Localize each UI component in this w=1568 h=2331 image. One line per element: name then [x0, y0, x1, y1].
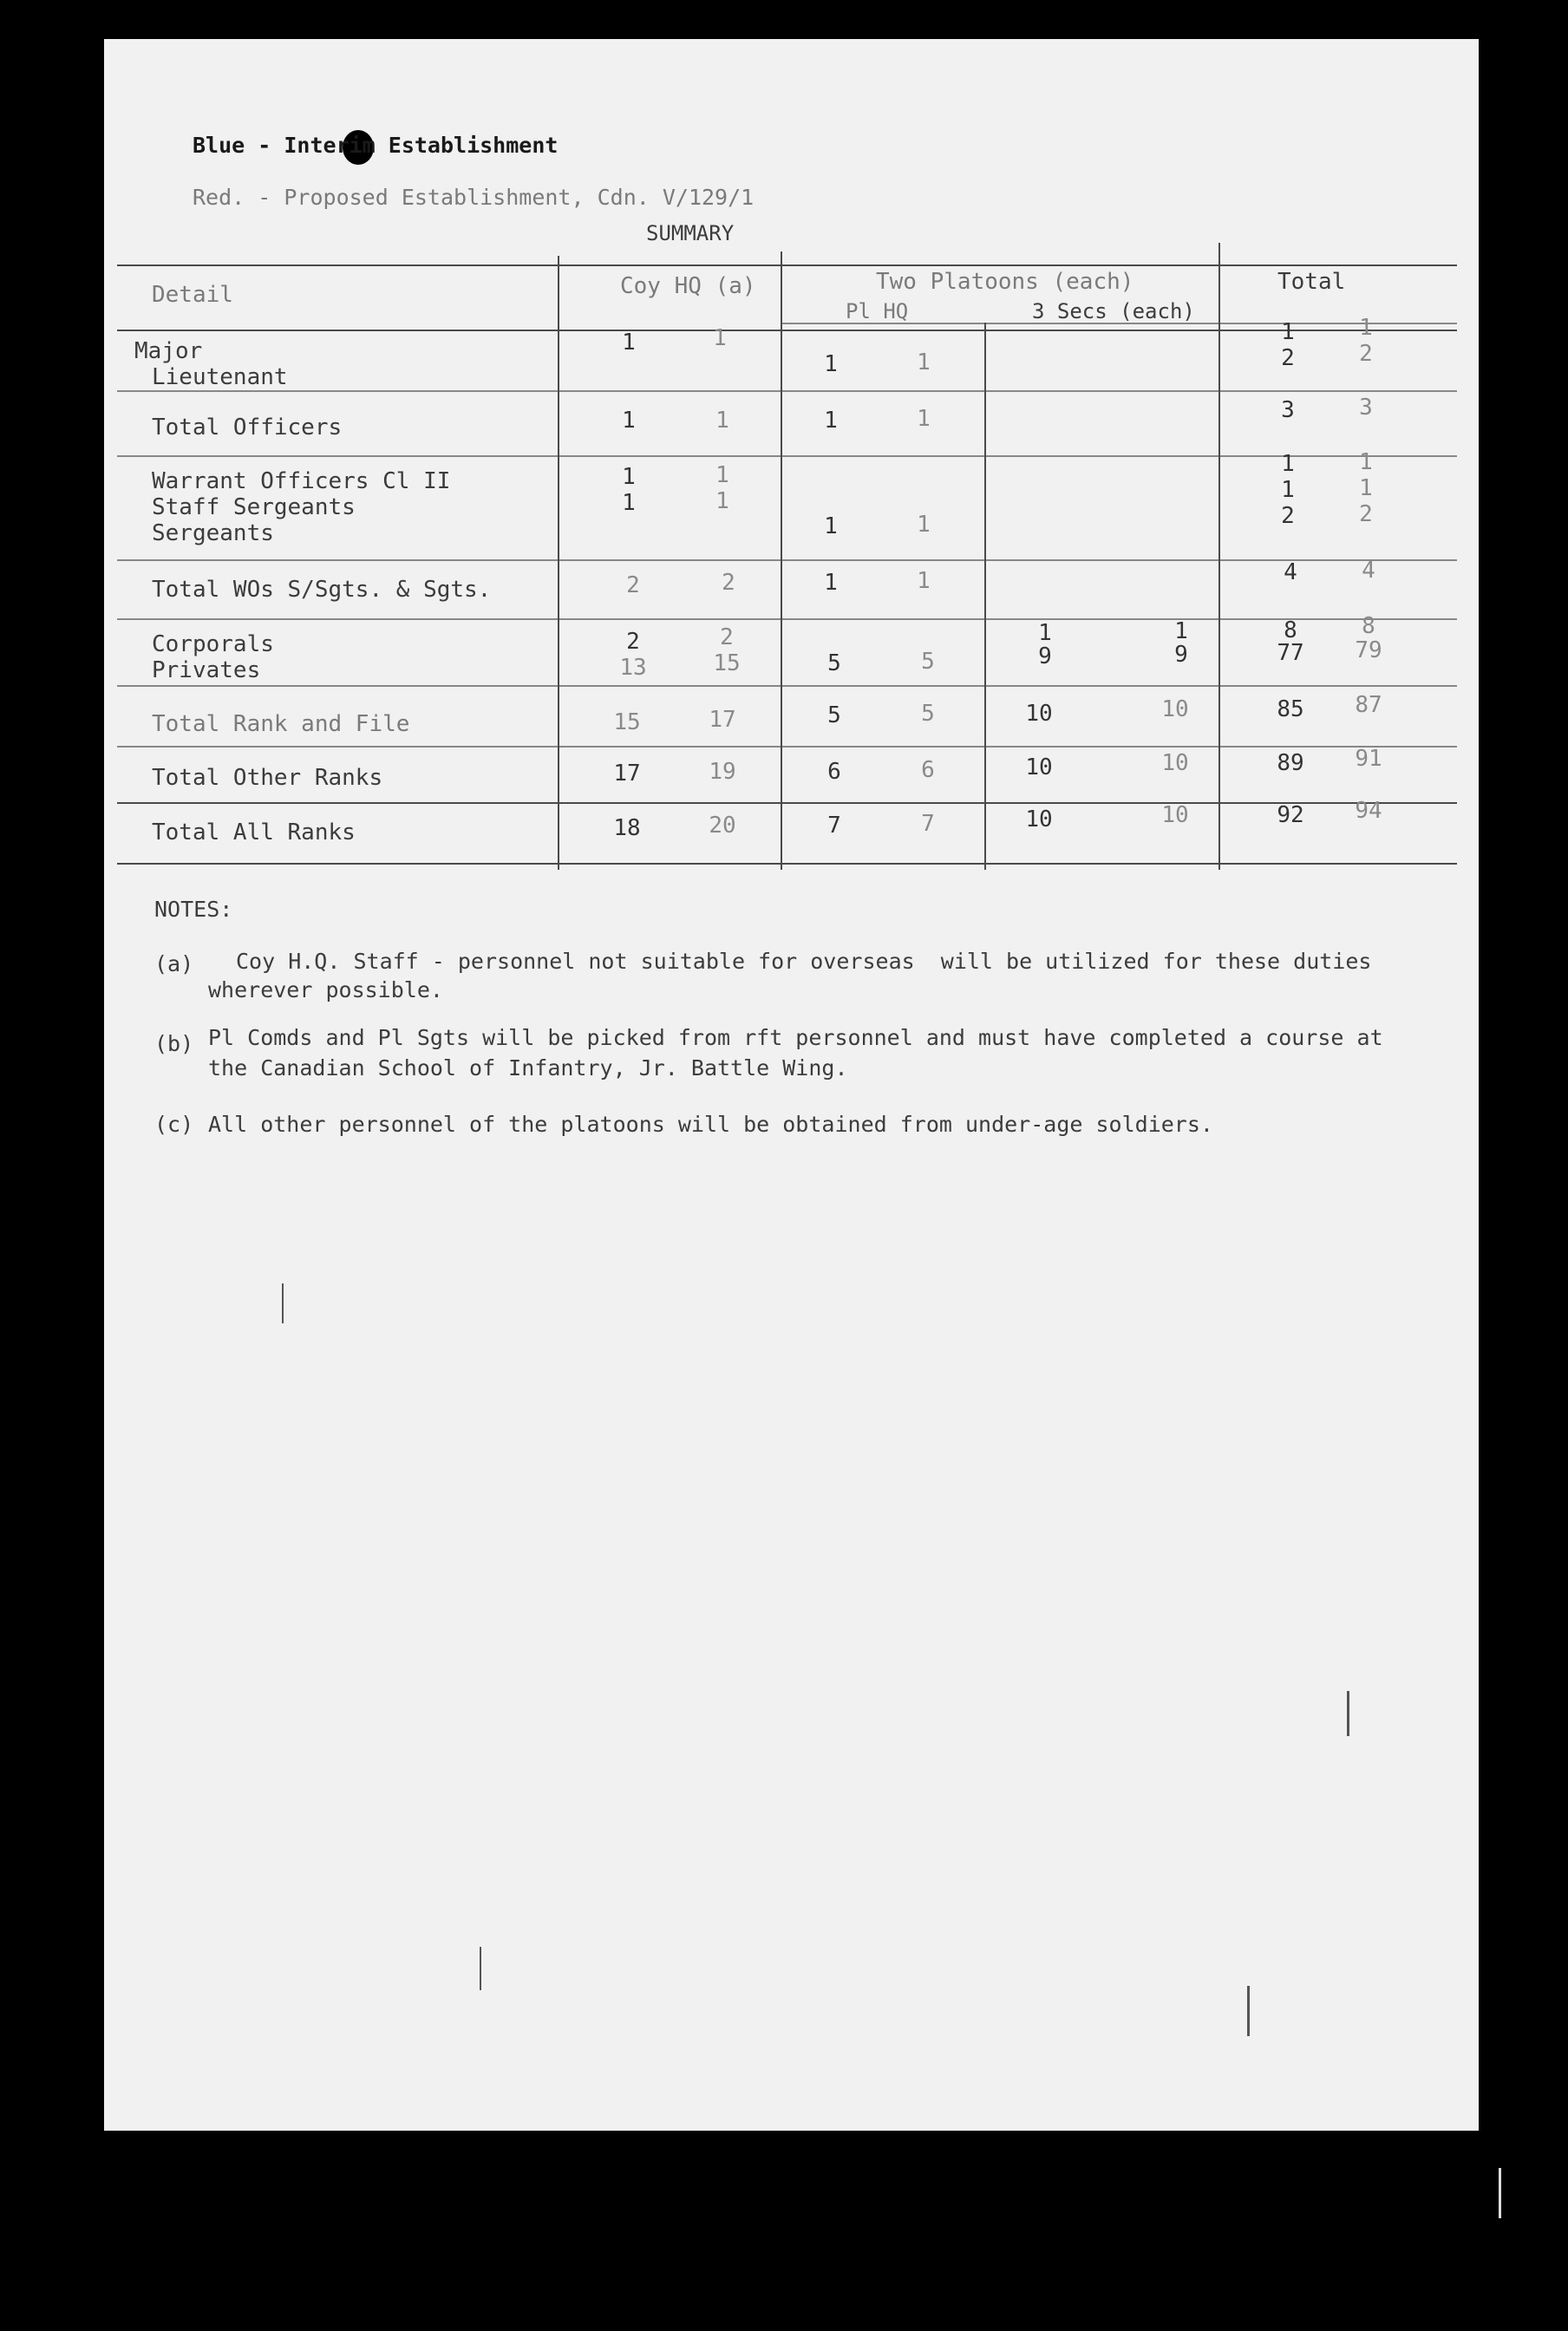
two-platoons-header: Two Platoons (each): [876, 269, 1134, 295]
note-c-marker: (c): [154, 1112, 194, 1137]
red-establishment-line: Red. - Proposed Establishment, Cdn. V/129/1: [193, 185, 755, 210]
cell-value: 10: [1025, 806, 1053, 832]
cell-value: 5: [827, 702, 841, 728]
row-label-total-other-ranks: Total Other Ranks: [152, 765, 383, 791]
cell-value: 8: [1362, 613, 1375, 639]
cell-value: 1: [1359, 449, 1373, 475]
cell-value: 87: [1355, 692, 1382, 718]
cell-value: 92: [1277, 802, 1304, 828]
row-label-corporals: Corporals: [152, 631, 274, 657]
col-divider: [1218, 243, 1220, 870]
detail-header: Detail: [152, 282, 233, 308]
scan-mark: [480, 1947, 481, 1990]
scan-mark: [1499, 2168, 1501, 2218]
cell-value: 1: [917, 512, 931, 538]
cell-value: 1: [1359, 475, 1373, 501]
cell-value: 4: [1362, 558, 1375, 584]
cell-value: 10: [1025, 754, 1053, 780]
row-rule: [117, 390, 1457, 392]
cell-value: 1: [622, 464, 636, 490]
col-divider: [781, 251, 782, 870]
cell-value: 1: [1359, 315, 1373, 341]
cell-value: 17: [613, 761, 641, 787]
cell-value: 15: [613, 709, 641, 735]
cell-value: 1: [715, 408, 729, 434]
cell-value: 1: [824, 513, 838, 539]
row-label-sergeants: Sergeants: [152, 520, 274, 546]
row-label-total-all-ranks: Total All Ranks: [152, 819, 356, 846]
cell-value: 2: [720, 624, 734, 650]
cell-value: 13: [619, 655, 647, 681]
row-label-total-officers: Total Officers: [152, 415, 343, 441]
row-rule: [117, 685, 1457, 687]
table-bottom-rule: [117, 863, 1457, 865]
cell-value: 1: [715, 462, 729, 488]
cell-value: 1: [917, 349, 931, 375]
cell-value: 1: [917, 568, 931, 594]
cell-value: 10: [1025, 701, 1053, 727]
cell-value: 1: [824, 408, 838, 434]
blue-establishment-line: Blue - Interim Establishment: [193, 133, 559, 158]
cell-value: 1: [1174, 618, 1188, 644]
cell-value: 6: [921, 757, 935, 783]
cell-value: 10: [1161, 750, 1189, 776]
notes-heading: NOTES:: [154, 897, 233, 922]
note-b-line-2: the Canadian School of Infantry, Jr. Battle Wing.: [208, 1055, 848, 1081]
row-label-major: Major: [134, 338, 203, 364]
cell-value: 2: [1359, 341, 1373, 367]
row-label-staff-sergeants: Staff Sergeants: [152, 494, 356, 520]
col-divider: [984, 323, 986, 870]
row-rule: [117, 559, 1457, 561]
cell-value: 2: [1281, 503, 1295, 529]
row-label-warrant-officers: Warrant Officers Cl II: [152, 468, 451, 494]
header-bottom-rule: [117, 330, 1457, 331]
cell-value: 7: [827, 813, 841, 839]
cell-value: 1: [622, 408, 636, 434]
cell-value: 2: [626, 629, 640, 655]
cell-value: 79: [1355, 637, 1382, 663]
row-label-privates: Privates: [152, 657, 261, 683]
cell-value: 18: [613, 815, 641, 841]
scan-mark: [282, 1283, 284, 1323]
cell-value: 2: [626, 572, 640, 598]
cell-value: 1: [824, 570, 838, 596]
table-top-rule: [117, 264, 1457, 266]
cell-value: 2: [1281, 345, 1295, 371]
note-a-marker: (a): [154, 951, 194, 976]
cell-value: 1: [917, 406, 931, 432]
cell-value: 85: [1277, 696, 1304, 722]
cell-value: 89: [1277, 750, 1304, 776]
total-header: Total: [1277, 269, 1346, 295]
cell-value: 5: [921, 649, 935, 675]
scan-mark: [1347, 1691, 1349, 1736]
cell-value: 1: [622, 330, 636, 356]
secs-header: 3 Secs (each): [1032, 299, 1195, 323]
row-label-lieutenant: Lieutenant: [152, 364, 288, 390]
cell-value: 10: [1161, 696, 1189, 722]
row-label-total-rank-and-file: Total Rank and File: [152, 711, 410, 737]
col-divider: [558, 256, 559, 870]
note-a-line-1: Coy H.Q. Staff - personnel not suitable for overseas will be utilized for these duties: [236, 949, 1372, 974]
cell-value: 1: [1281, 451, 1295, 477]
cell-value: 6: [827, 759, 841, 785]
note-a-line-2: wherever possible.: [208, 977, 443, 1002]
cell-value: 9: [1038, 643, 1052, 669]
cell-value: 17: [709, 707, 736, 733]
cell-value: 15: [713, 650, 741, 676]
cell-value: 2: [722, 570, 735, 596]
cell-value: 77: [1277, 640, 1304, 666]
note-b-line-1: Pl Comds and Pl Sgts will be picked from rft personnel and must have completed a course at: [208, 1025, 1383, 1050]
cell-value: 3: [1359, 395, 1373, 421]
cell-value: 3: [1281, 397, 1295, 423]
cell-value: 1: [1281, 319, 1295, 345]
cell-value: 1: [1281, 477, 1295, 503]
cell-value: 5: [921, 701, 935, 727]
cell-value: 8: [1284, 617, 1297, 643]
cell-value: 20: [709, 813, 736, 839]
cell-value: 1: [622, 490, 636, 516]
cell-value: 1: [715, 488, 729, 514]
coy-hq-header: Coy HQ (a): [620, 273, 756, 299]
row-rule: [117, 455, 1457, 457]
note-c-line-1: All other personnel of the platoons will be obtained from under-age soldiers.: [208, 1112, 1213, 1137]
cell-value: 2: [1359, 501, 1373, 527]
cell-value: 1: [824, 351, 838, 377]
scan-mark: [1247, 1986, 1250, 2036]
cell-value: 9: [1174, 642, 1188, 668]
row-rule: [117, 802, 1457, 804]
cell-value: 1: [713, 325, 727, 351]
cell-value: 5: [827, 650, 841, 676]
cell-value: 94: [1355, 798, 1382, 824]
cell-value: 10: [1161, 802, 1189, 828]
row-rule: [117, 746, 1457, 748]
cell-value: 19: [709, 759, 736, 785]
summary-title: SUMMARY: [646, 221, 735, 245]
note-b-marker: (b): [154, 1031, 194, 1056]
pl-hq-header: Pl HQ: [846, 299, 909, 323]
cell-value: 7: [921, 811, 935, 837]
cell-value: 1: [1038, 620, 1052, 646]
cell-value: 4: [1284, 559, 1297, 585]
row-rule: [117, 618, 1457, 620]
cell-value: 91: [1355, 746, 1382, 772]
row-label-total-wos: Total WOs S/Sgts. & Sgts.: [152, 577, 492, 603]
